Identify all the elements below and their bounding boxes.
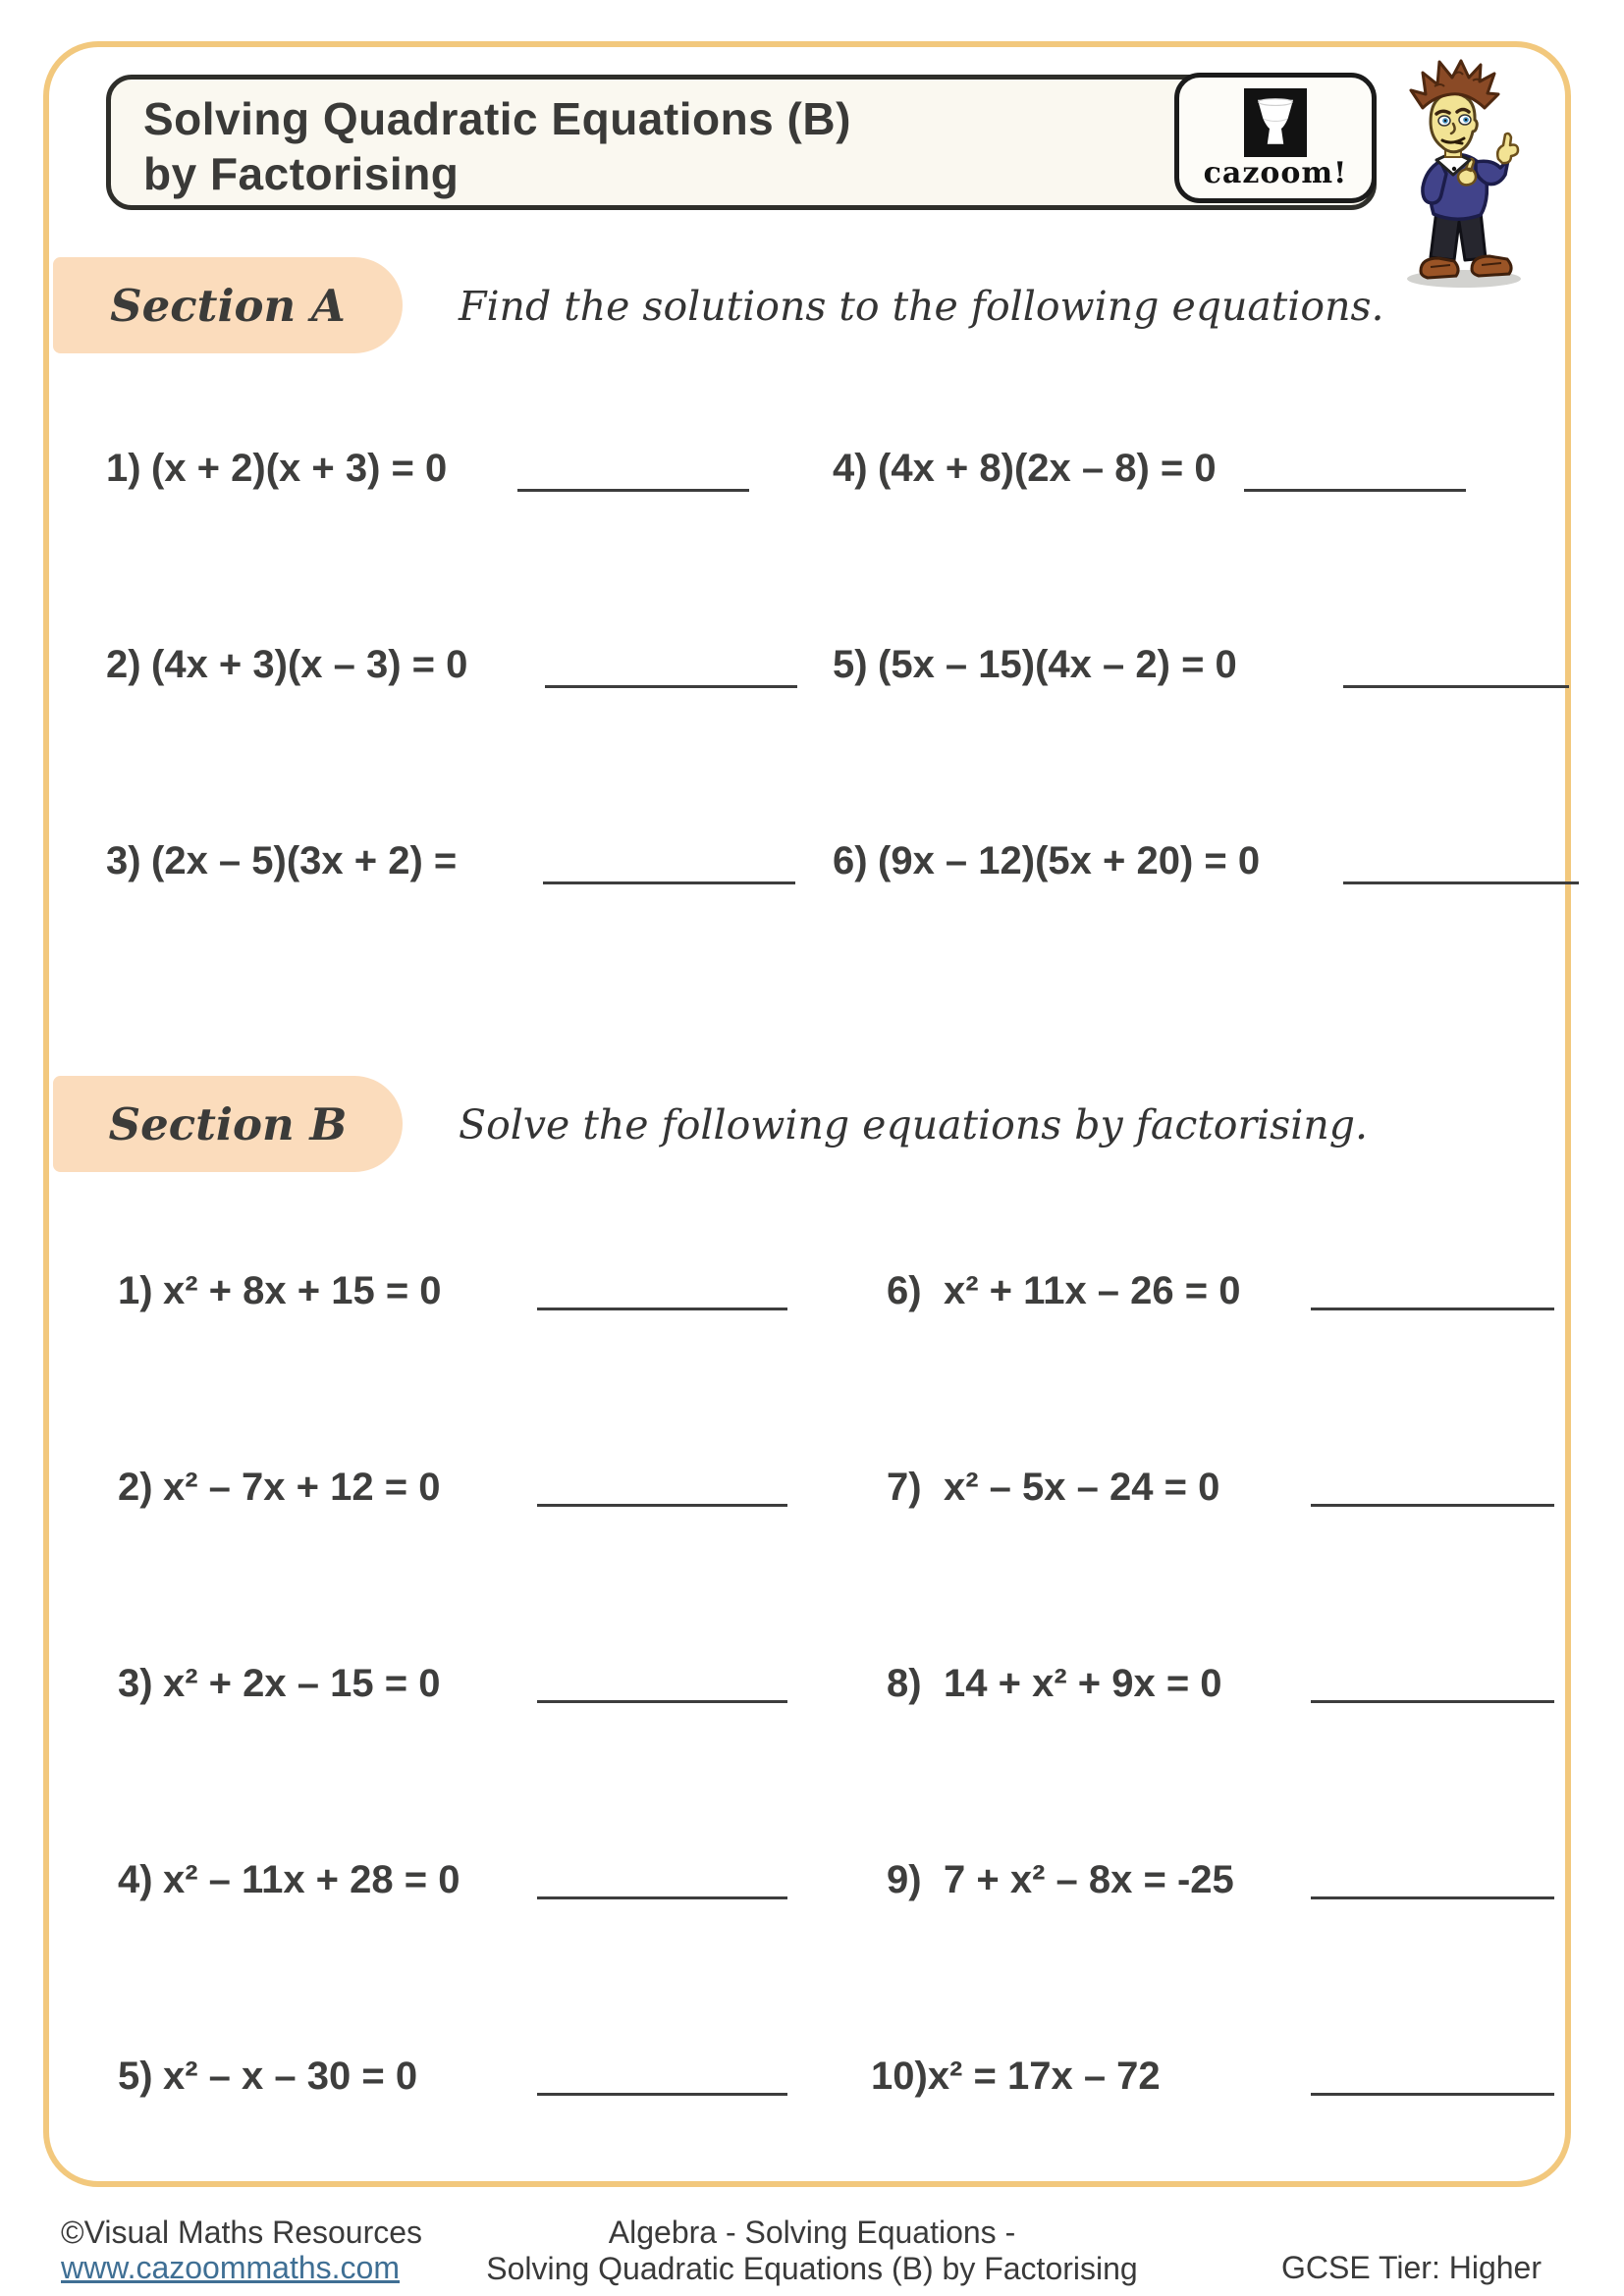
question-b6 [887,1269,1240,1313]
question-a5 [833,643,1237,687]
cazoom-drum-icon [1244,88,1307,157]
question-b3 [118,1662,440,1706]
cazoom-logo-text: cazoom! [1203,155,1348,190]
question-number: 5) [833,643,868,686]
question-b9 [887,1858,1234,1902]
question-a2 [106,643,467,687]
question-number: 2) [118,1466,153,1509]
answer-line [1343,881,1579,884]
question-equation: x² + 8x + 15 = 0 [163,1269,442,1312]
question-equation: (x + 2)(x + 3) = 0 [151,447,448,490]
section-b-instruction: Solve the following equations by factorising. [459,1101,1369,1148]
cazoom-logo [1174,73,1377,203]
page-title [143,91,851,201]
answer-line [537,1700,787,1703]
question-number: 1) [118,1269,153,1312]
question-equation: x² – 5x – 24 = 0 [944,1466,1220,1509]
question-number: 5) [118,2055,153,2098]
question-number: 4) [118,1858,153,1901]
question-equation: x² + 11x – 26 = 0 [944,1269,1241,1312]
footer-description-line1: Algebra - Solving Equations - [608,2215,1016,2250]
answer-line [545,685,797,688]
question-number: 6) [887,1269,922,1312]
mascot-boy-icon [1380,49,1600,294]
question-number: 6) [833,839,868,882]
section-a-instruction: Find the solutions to the following equations. [459,283,1384,330]
question-b7 [887,1466,1219,1510]
answer-line [1343,685,1569,688]
answer-line [537,1896,787,1899]
footer-website-link[interactable]: www.cazoommaths.com [61,2250,400,2285]
answer-line [1311,1308,1554,1310]
question-equation: (9x – 12)(5x + 20) = 0 [878,839,1261,882]
question-b10 [871,2055,1161,2099]
question-number: 4) [833,447,868,490]
question-b2 [118,1466,440,1510]
footer-copyright: ©Visual Maths Resources [61,2215,423,2250]
question-number: 9) [887,1858,922,1901]
question-number: 8) [887,1662,922,1705]
answer-line [537,1504,787,1507]
footer-tier: GCSE Tier: Higher [1281,2250,1542,2285]
question-equation: (5x – 15)(4x – 2) = 0 [878,643,1237,686]
question-number: 1) [106,447,141,490]
question-equation: x² – 7x + 12 = 0 [163,1466,441,1509]
question-number: 3) [106,839,141,882]
question-number: 2) [106,643,141,686]
question-a6 [833,839,1260,883]
footer-description-line2: Solving Quadratic Equations (B) by Factorising [486,2251,1138,2286]
question-a4 [833,447,1217,491]
question-equation: 14 + x² + 9x = 0 [944,1662,1222,1705]
question-number: 3) [118,1662,153,1705]
answer-line [1311,1504,1554,1507]
answer-line [1244,489,1466,492]
answer-line [537,1308,787,1310]
section-a-label: Section A [53,257,403,353]
answer-line [1311,1896,1554,1899]
question-equation: x² = 17x – 72 [927,2055,1161,2098]
section-b-label: Section B [53,1076,403,1172]
answer-line [543,881,795,884]
question-equation: 7 + x² – 8x = -25 [944,1858,1234,1901]
question-number: 7) [887,1466,922,1509]
question-equation: x² + 2x – 15 = 0 [163,1662,441,1705]
question-b8 [887,1662,1222,1706]
question-equation: (2x – 5)(3x + 2) = [151,839,458,882]
question-number: 10) [871,2055,928,2098]
question-b5 [118,2055,417,2099]
question-a1 [106,447,447,491]
question-equation: x² – x – 30 = 0 [163,2055,418,2098]
page-title-line1: Solving Quadratic Equations (B) [143,93,851,144]
question-a3 [106,839,457,883]
page-title-line2: by Factorising [143,148,460,199]
answer-line [517,489,749,492]
question-equation: (4x + 8)(2x – 8) = 0 [878,447,1217,490]
answer-line [537,2093,787,2096]
answer-line [1311,2093,1554,2096]
question-b1 [118,1269,442,1313]
question-equation: (4x + 3)(x – 3) = 0 [151,643,468,686]
question-equation: x² – 11x + 28 = 0 [163,1858,460,1901]
question-b4 [118,1858,460,1902]
answer-line [1311,1700,1554,1703]
